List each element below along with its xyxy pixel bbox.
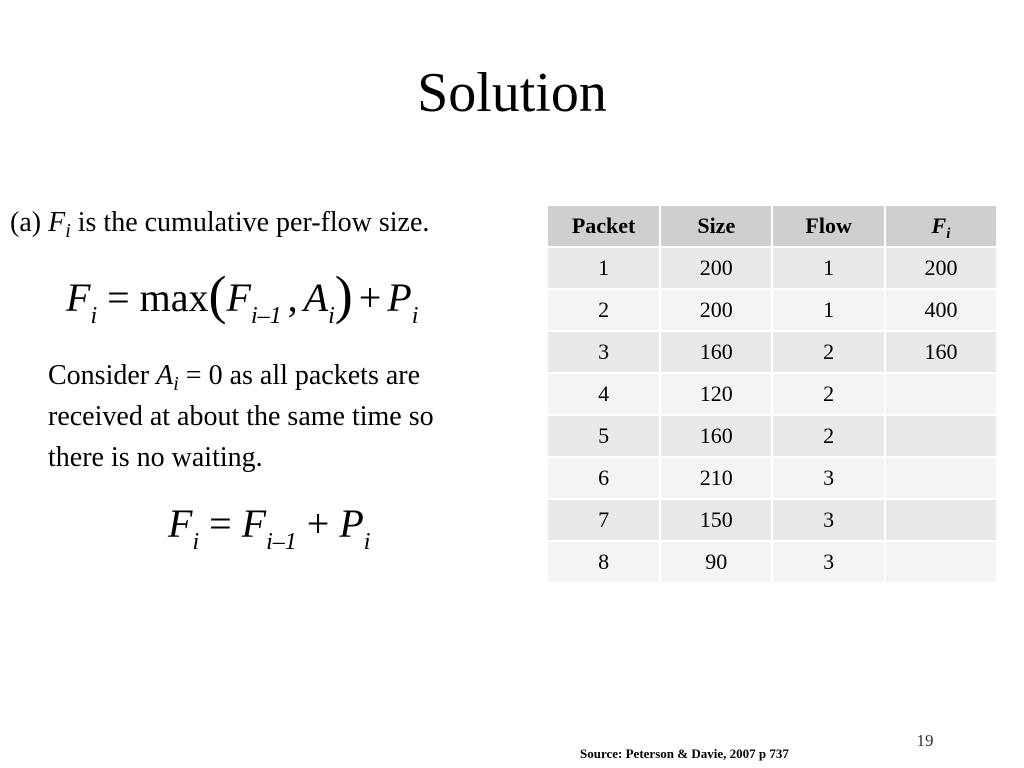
cell-size: 210 [660,457,772,499]
cell-fi: 200 [885,247,997,289]
cell-fi: 160 [885,331,997,373]
cell-flow: 3 [772,499,885,541]
header-fi-var: F [931,213,947,238]
consider-line-1 [48,355,434,396]
eq1-comma: , [287,275,298,320]
eq1-func: max [139,275,209,320]
eq2-lhs-sub: i [192,529,200,555]
eq2-rhs2: P [339,501,364,546]
cell-packet: 6 [547,457,660,499]
eq1-arg1: F [226,275,251,320]
cell-size: 150 [660,499,772,541]
eq1-open-paren: ( [208,265,227,325]
table-row [547,541,997,583]
table-row [547,247,997,289]
table-row [547,289,997,331]
cell-size: 90 [660,541,772,583]
source-citation: Source: Peterson & Davie, 2007 p 737 [580,746,789,761]
consider-var: A [156,360,174,391]
equation-max-formula [66,265,419,329]
consider-prefix: Consider [48,360,157,391]
eq1-lhs-sub: i [90,303,98,329]
eq1-lhs: F [66,275,91,320]
header-size: Size [660,205,772,247]
table-row [547,373,997,415]
cell-fi [885,415,997,457]
intro-var: F [48,207,66,238]
cell-size: 200 [660,289,772,331]
cell-fi [885,373,997,415]
cell-size: 160 [660,331,772,373]
table-row [547,499,997,541]
cell-flow: 1 [772,289,885,331]
cell-fi [885,457,997,499]
intro-prefix: (a) [10,207,49,238]
eq1-plus: + [358,275,382,320]
intro-var-sub: i [65,220,71,242]
eq2-rhs2-sub: i [363,529,371,555]
consider-line-3: there is no waiting. [48,442,263,473]
cell-size: 160 [660,415,772,457]
header-flow: Flow [772,205,885,247]
page-number: 19 [916,731,934,750]
eq1-term: P [387,275,412,320]
eq1-arg1-sub: i–1 [250,303,282,329]
cell-flow: 1 [772,247,885,289]
eq2-lhs: F [168,501,193,546]
cell-packet: 3 [547,331,660,373]
table-header-row [547,205,997,247]
intro-suffix: is the cumulative per-flow size. [70,207,430,238]
equation-simplified [168,494,370,554]
eq1-close-paren: ) [334,265,353,325]
cell-packet: 8 [547,541,660,583]
cell-flow: 2 [772,373,885,415]
eq1-arg2: A [303,275,329,320]
cell-packet: 1 [547,247,660,289]
cell-flow: 2 [772,331,885,373]
table-row [547,331,997,373]
cell-packet: 2 [547,289,660,331]
cell-flow: 3 [772,457,885,499]
table-row [547,415,997,457]
cell-size: 200 [660,247,772,289]
cell-fi [885,499,997,541]
cell-flow: 2 [772,415,885,457]
eq1-arg2-sub: i [328,303,335,329]
cell-flow: 3 [772,541,885,583]
eq1-term-sub: i [411,303,419,329]
cell-size: 120 [660,373,772,415]
consider-suffix: = 0 as all packets are [178,360,421,391]
eq2-rhs1: F [241,501,267,546]
consider-var-sub: i [173,373,179,395]
eq1-equals: = [107,275,130,320]
cell-fi: 400 [885,289,997,331]
header-packet: Packet [547,205,660,247]
table-row [547,457,997,499]
header-fi [885,205,997,247]
cell-packet: 5 [547,415,660,457]
consider-line-2: received at about the same time so [48,401,434,432]
consider-paragraph [48,355,434,478]
cell-packet: 7 [547,499,660,541]
eq2-plus: + [306,501,330,546]
cell-packet: 4 [547,373,660,415]
packet-table [546,204,998,584]
slide-title: Solution [417,62,607,124]
header-fi-sub: i [946,226,951,242]
intro-text [10,206,429,240]
eq2-rhs1-sub: i–1 [266,529,297,555]
eq2-equals: = [209,501,232,546]
cell-fi [885,541,997,583]
